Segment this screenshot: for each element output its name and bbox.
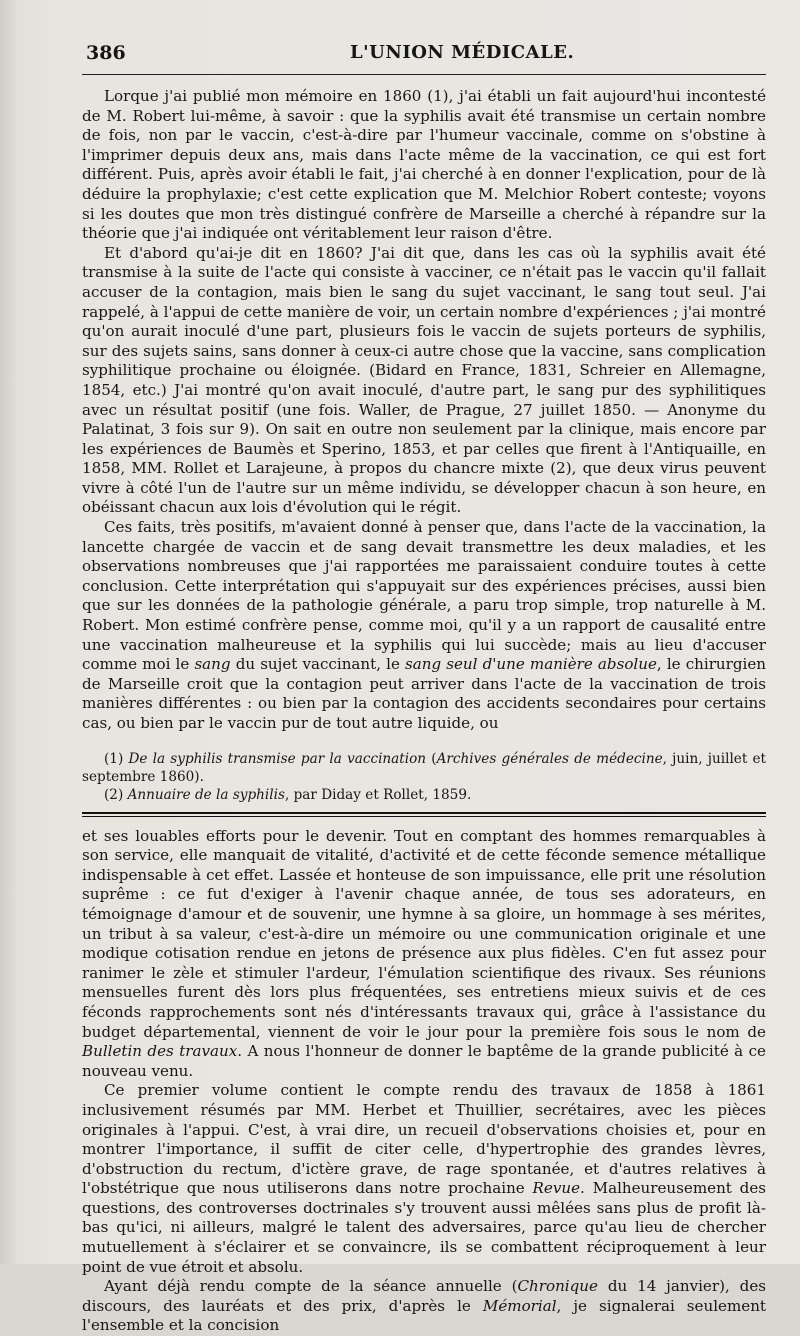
page-number: 386 <box>86 42 126 64</box>
paragraph-continued: et ses louables efforts pour le devenir. Tout en comptant des hommes remarquables à son service, elle manquait de vitalité, d'activité et de cette féconde semence métallique indispensable à cet effet. Lassée et honteuse de son impuissance, elle prit une résolution suprême : ce fut d'exiger à l'avenir chaque année, de tous ses adorateurs, en témoignage d'amour et de souvenir, une hymne à sa gloire, un hommage à ses mérites, un tribut à sa valeur, c'est-à-dire un mémoire ou une communication originale et une modique cotisation rendue en jetons de présence aux plus fidèles. C'en fut assez pour ranimer le zèle et stimuler l'ardeur, l'émulation scientifique des rivaux. Ses réunions mensuelles furent dès lors plus fréquentées, ses entretiens mieux suivis et de ces féconds rapprochements sont nés d'intéressants travaux qui, grâce à l'assistance du budget départemental, viennent de voir le jour pour la première fois sous le nom de Bulletin des travaux. A nous l'honneur de donner le baptême de la grande publicité à ce nouveau venu. <box>82 826 766 1080</box>
article-syphilis-vaccination <box>82 87 766 734</box>
running-title: L'UNION MÉDICALE. <box>350 42 575 63</box>
paragraph-3: Ces faits, très positifs, m'avaient donné à penser que, dans l'acte de la vaccination, la lancette chargée de vaccin et de sang devait transmettre les deux maladies, et les observations nombreuses que j'ai rapportées me paraissaient conduire toutes à cette conclusion. Cette interprétation qui s'appuyait sur des expériences précises, aussi bien que sur les données de la pathologie générale, a paru trop simple, trop naturelle à M. Robert. Mon estimé confrère pense, comme moi, qu'il y a un rapport de causalité entre une vaccination malheureuse et la syphilis qui lui succède; mais au lieu d'accuser comme moi le sang du sujet vaccinant, le sang seul d'une manière absolue, le chirurgien de Marseille croit que la contagion peut arriver dans l'acte de la vaccination de trois manières différentes : ou bien par la contagion des accidents secondaires pour certains cas, ou bien par le vaccin pur de tout autre liquide, ou <box>82 518 767 732</box>
paragraph-seance: Ayant déjà rendu compte de la séance annuelle (Chronique du 14 janvier), des discours, des lauréats et des prix, d'après le Mémorial, je signalerai seulement l'ensemble et la concision <box>82 1277 766 1335</box>
paragraph-1: Lorque j'ai publié mon mémoire en 1860 (1), j'ai établi un fait aujourd'hui incontesté de M. Robert lui-même, à savoir : que la syphilis avait été transmise un certain nombre de fois, non par le vaccin, c'est-à-dire par l'humeur vaccinale, comme on s'obstine à l'imprimer depuis deux ans, mais dans l'acte même de la vaccination, ce qui est fort différent. Puis, après avoir établi le fait, j'ai cherché à en donner l'explication, pour de là déduire la prophylaxie; c'est cette explication que M. Melchior Robert conteste; voyons si les doutes que mon très distingué confrère de Marseille a cherché à répandre sur la théorie que j'ai indiquée ont véritablement leur raison d'être. <box>82 87 766 243</box>
paragraph-2: Et d'abord qu'ai-je dit en 1860? J'ai dit que, dans les cas où la syphilis avait été transmise à la suite de l'acte qui consiste à vacciner, ce n'était pas le vaccin qu'il fallait accuser de la contagion, mais bien le sang du sujet vaccinant, le sang tout seul. J'ai rappelé, à l'appui de cette manière de voir, un certain nombre d'expériences ; j'ai montré qu'on aurait inoculé d'une part, plusieurs fois le vaccin de sujets porteurs de syphilis, sur des sujets sains, sans donner à ceux-ci autre chose que la vaccine, sans complication syphilitique prochaine ou éloignée. (Bidard en France, 1831, Schreier en Allemagne, 1854, etc.) J'ai montré qu'on avait inoculé, d'autre part, le sang pur des syphilitiques avec un résultat positif (une fois. Waller, de Prague, 27 juillet 1850. — Anonyme du Palatinat, 3 fois sur 9). On sait en outre non seulement par la clinique, mais encore par les expériences de Baumès et Sperino, 1853, et par celles que firent à l'Antiquaille, en 1858, MM. Rollet et Larajeune, à propos du chancre mixte (2), que deux virus peuvent vivre à côté l'un de l'autre sur un même individu, se développer chacun à son heure, en obéissant chacun aux lois d'évolution qui le régit. <box>82 243 766 517</box>
header-rule <box>82 74 766 75</box>
page-header <box>82 28 766 68</box>
article-bulletin-review <box>82 827 766 1336</box>
section-divider <box>82 812 766 817</box>
footnotes <box>82 750 766 804</box>
footnote-1: (1) De la syphilis transmise par la vaccination (Archives générales de médecine, juin, juillet et septembre 1860). <box>82 750 767 785</box>
footnote-2: (2) Annuaire de la syphilis, par Diday et Rollet, 1859. <box>104 786 472 803</box>
paragraph-volume: Ce premier volume contient le compte rendu des travaux de 1858 à 1861 inclusivement résumés par MM. Herbet et Thuillier, secrétaires, avec les pièces originales à l'appui. C'est, à vrai dire, un recueil d'observations choisies et, pour en montrer l'importance, il suffit de citer celle, d'hypertrophie des grandes lèvres, d'obstruction du rectum, d'ictère grave, de rage spontanée, et d'autres relatives à l'obstétrique que nous utiliserons dans notre prochaine Revue. Malheureusement des questions, des controverses doctrinales s'y trouvent aussi mêlées sans plus de profit là-bas qu'ici, ni ailleurs, malgré le talent des adversaires, parce qu'au lieu de chercher mutuellement à s'éclairer et se convaincre, ils se combattent réciproquement à leur point de vue étroit et absolu. <box>82 1081 766 1276</box>
